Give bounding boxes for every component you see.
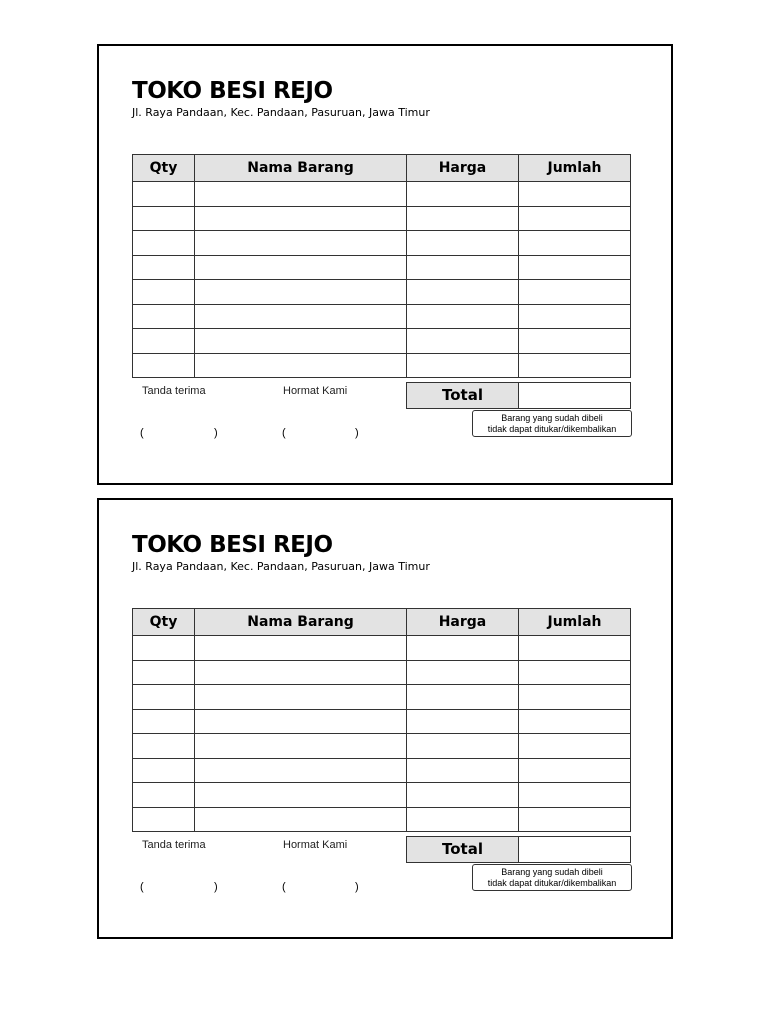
cell-nama-barang (195, 783, 407, 808)
cell-qty (133, 709, 195, 734)
cell-harga (407, 304, 519, 329)
column-header-qty: Qty (133, 155, 195, 182)
cell-nama-barang (195, 734, 407, 759)
cell-qty (133, 734, 195, 759)
cell-qty (133, 353, 195, 378)
cell-harga (407, 709, 519, 734)
cell-jumlah (519, 660, 631, 685)
cell-harga (407, 353, 519, 378)
receipt-top (97, 44, 673, 485)
return-policy-notice (472, 864, 632, 891)
shop-name: TOKO BESI REJO (132, 532, 333, 558)
shop-name: TOKO BESI REJO (132, 78, 333, 104)
cell-harga (407, 329, 519, 354)
cell-jumlah (519, 734, 631, 759)
table-header-row (133, 609, 631, 636)
table-row (133, 280, 631, 305)
cell-qty (133, 255, 195, 280)
table-row (133, 709, 631, 734)
cell-qty (133, 807, 195, 832)
cell-harga (407, 685, 519, 710)
cell-nama-barang (195, 280, 407, 305)
signature-paren-open: ( (140, 881, 144, 893)
table-row (133, 329, 631, 354)
cell-harga (407, 807, 519, 832)
cell-nama-barang (195, 255, 407, 280)
cell-harga (407, 255, 519, 280)
cell-nama-barang (195, 758, 407, 783)
cell-jumlah (519, 182, 631, 207)
cell-nama-barang (195, 353, 407, 378)
cell-qty (133, 758, 195, 783)
table-row (133, 304, 631, 329)
cell-harga (407, 734, 519, 759)
notice-line: Barang yang sudah dibeli (501, 867, 603, 877)
sign-respect-label: Hormat Kami (283, 839, 348, 851)
signature-paren-close: ) (214, 881, 218, 893)
signature-paren-open: ( (282, 427, 286, 439)
cell-harga (407, 636, 519, 661)
table-row (133, 660, 631, 685)
cell-nama-barang (195, 231, 407, 256)
cell-qty (133, 329, 195, 354)
notice-line: Barang yang sudah dibeli (501, 413, 603, 423)
table-row (133, 783, 631, 808)
signature-paren-open: ( (140, 427, 144, 439)
signature-paren-close: ) (214, 427, 218, 439)
sign-respect-label: Hormat Kami (283, 385, 348, 397)
table-row (133, 182, 631, 207)
total-value-cell (518, 382, 631, 409)
cell-nama-barang (195, 636, 407, 661)
cell-jumlah (519, 304, 631, 329)
table-row (133, 807, 631, 832)
total-label: Total (406, 382, 519, 409)
notice-line: tidak dapat ditukar/dikembalikan (487, 424, 617, 434)
cell-qty (133, 685, 195, 710)
cell-qty (133, 280, 195, 305)
table-body (133, 636, 631, 832)
items-table (132, 154, 631, 378)
shop-address: Jl. Raya Pandaan, Kec. Pandaan, Pasuruan, Jawa Timur (132, 560, 430, 573)
items-table (132, 608, 631, 832)
cell-qty (133, 231, 195, 256)
column-header-nama-barang: Nama Barang (195, 609, 407, 636)
cell-qty (133, 182, 195, 207)
table-row (133, 255, 631, 280)
cell-jumlah (519, 807, 631, 832)
cell-qty (133, 206, 195, 231)
table-header-row (133, 155, 631, 182)
cell-nama-barang (195, 709, 407, 734)
cell-jumlah (519, 255, 631, 280)
cell-jumlah (519, 758, 631, 783)
total-label: Total (406, 836, 519, 863)
cell-nama-barang (195, 206, 407, 231)
cell-jumlah (519, 353, 631, 378)
cell-harga (407, 182, 519, 207)
cell-harga (407, 231, 519, 256)
column-header-harga: Harga (407, 609, 519, 636)
table-row (133, 206, 631, 231)
cell-harga (407, 783, 519, 808)
column-header-nama-barang: Nama Barang (195, 155, 407, 182)
cell-harga (407, 660, 519, 685)
cell-qty (133, 304, 195, 329)
sign-received-label: Tanda terima (142, 385, 206, 397)
table-row (133, 758, 631, 783)
signature-paren-open: ( (282, 881, 286, 893)
cell-nama-barang (195, 685, 407, 710)
table-row (133, 636, 631, 661)
table-row (133, 231, 631, 256)
column-header-harga: Harga (407, 155, 519, 182)
total-value-cell (518, 836, 631, 863)
cell-jumlah (519, 231, 631, 256)
cell-nama-barang (195, 807, 407, 832)
cell-qty (133, 636, 195, 661)
cell-jumlah (519, 280, 631, 305)
receipt-bottom (97, 498, 673, 939)
cell-qty (133, 660, 195, 685)
cell-nama-barang (195, 182, 407, 207)
cell-jumlah (519, 636, 631, 661)
cell-harga (407, 206, 519, 231)
table-row (133, 734, 631, 759)
signature-paren-close: ) (355, 427, 359, 439)
column-header-jumlah: Jumlah (519, 155, 631, 182)
cell-nama-barang (195, 660, 407, 685)
table-row (133, 353, 631, 378)
return-policy-notice (472, 410, 632, 437)
column-header-jumlah: Jumlah (519, 609, 631, 636)
cell-jumlah (519, 206, 631, 231)
cell-nama-barang (195, 304, 407, 329)
cell-jumlah (519, 685, 631, 710)
cell-jumlah (519, 329, 631, 354)
cell-jumlah (519, 709, 631, 734)
table-row (133, 685, 631, 710)
cell-harga (407, 758, 519, 783)
signature-paren-close: ) (355, 881, 359, 893)
cell-nama-barang (195, 329, 407, 354)
cell-harga (407, 280, 519, 305)
shop-address: Jl. Raya Pandaan, Kec. Pandaan, Pasuruan, Jawa Timur (132, 106, 430, 119)
cell-jumlah (519, 783, 631, 808)
table-body (133, 182, 631, 378)
cell-qty (133, 783, 195, 808)
notice-line: tidak dapat ditukar/dikembalikan (487, 878, 617, 888)
sign-received-label: Tanda terima (142, 839, 206, 851)
column-header-qty: Qty (133, 609, 195, 636)
